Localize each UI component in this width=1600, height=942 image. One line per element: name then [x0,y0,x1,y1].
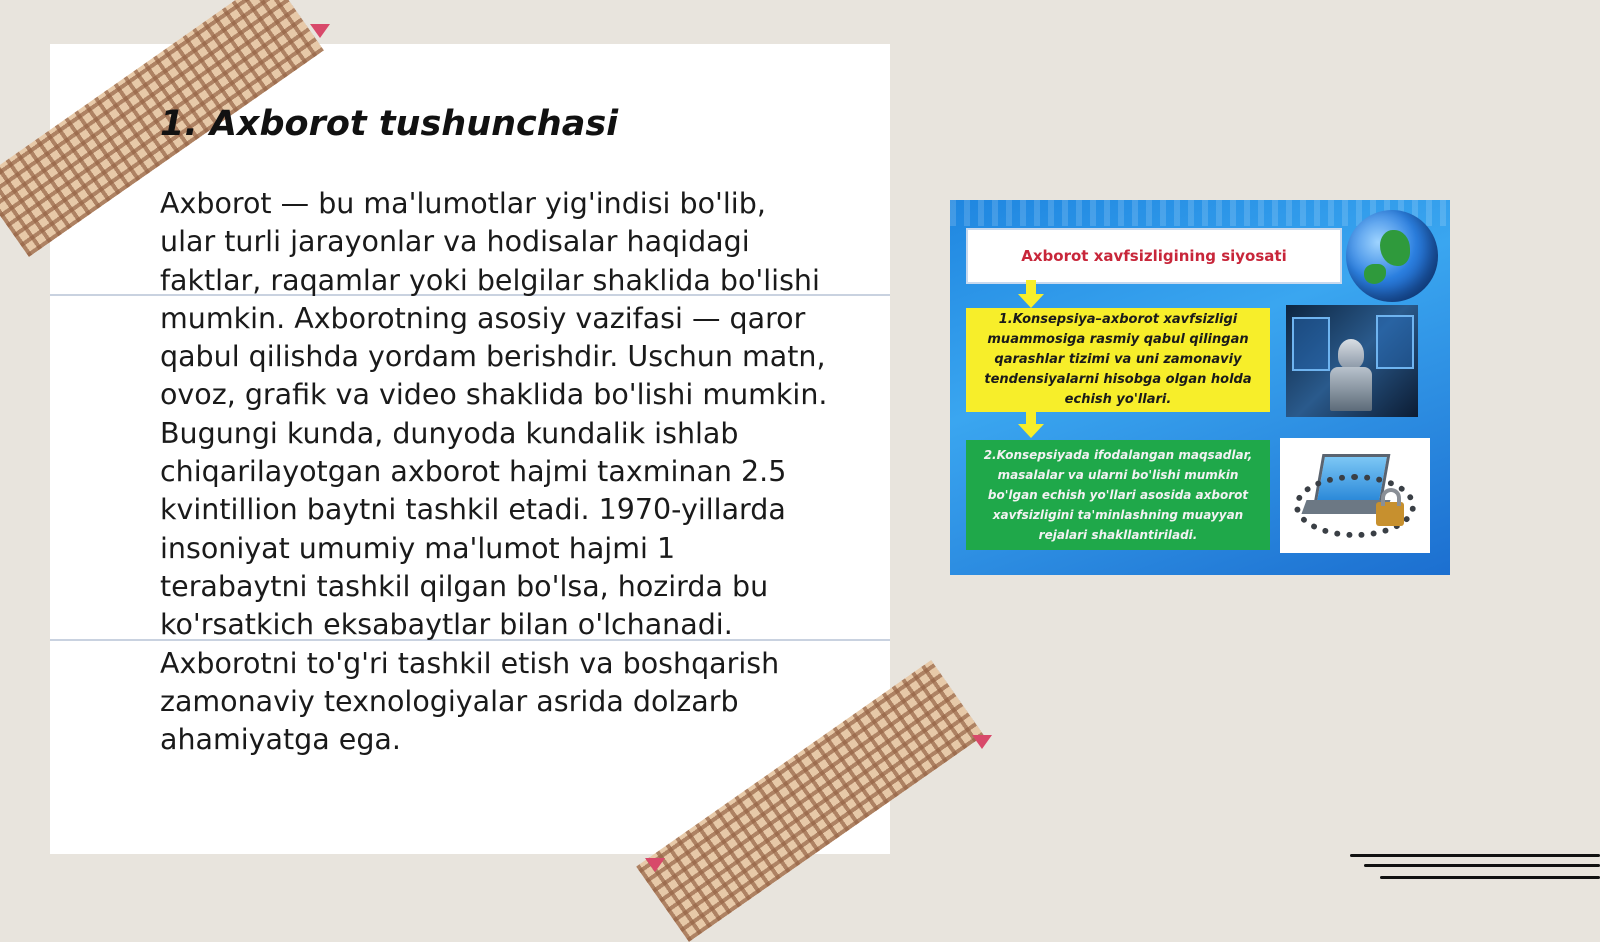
slide-title: Axborot xavfsizligining siyosati [1021,247,1287,265]
robot-body [1330,367,1372,411]
slide-point-2: 2.Konsepsiyada ifodalangan maqsadlar, masalalar va ularni bo'lishi mumkin bo'lgan echish yo'llari asosida axborot xavfsizligini ta'minlashning muayyan rejalari shakllantiriladi. [966,440,1270,550]
chained-laptop-icon [1280,438,1430,553]
robot-icon [1286,305,1418,417]
page-title: 1. Axborot tushunchasi [160,104,619,144]
tape-pin-icon [645,858,665,872]
globe-icon [1346,210,1438,302]
robot-head [1338,339,1364,369]
screen-icon [1376,315,1414,369]
slide-title-box [966,228,1342,284]
tape-pin-icon [310,24,330,38]
padlock-icon [1376,502,1404,526]
slide-point-1: 1.Konsepsiya–axborot xavfsizligi muammosiga rasmiy qabul qilingan qarashlar tizimi va uni zamonaviy tendensiyalarni hisobga olgan holda echish yo'llari. [966,308,1270,412]
arrow-down-icon [1026,412,1036,426]
screen-icon [1292,317,1330,371]
arrow-down-icon [1026,280,1036,296]
decorative-lines [1350,850,1600,890]
body-paragraph: Axborot — bu ma'lumotlar yig'indisi bo'lib, ular turli jarayonlar va hodisalar haqidagi faktlar, raqamlar yoki belgilar shaklida bo'lishi mumkin. Axborotning asosiy vazifasi — qaror qabul qilishda yordam berishdir. Uschun matn, ovoz, grafik va video shaklida bo'lishi mumkin. Bugungi kunda, dunyoda kundalik ishlab chiqarilayotgan axborot hajmi taxminan 2.5 kvintillion baytni tashkil etadi. 1970-yillarda insoniyat umumiy ma'lumot hajmi 1 terabaytni tashkil qilgan bo'lsa, hozirda bu ko'rsatkich eksabaytlar bilan o'lchanadi. Axborotni to'g'ri tashkil etish va boshqarish zamonaviy texnologiyalar asrida dolzarb ahamiyatga ega. [160,187,828,757]
slide-image [950,200,1450,575]
tape-pin-icon [972,735,992,749]
